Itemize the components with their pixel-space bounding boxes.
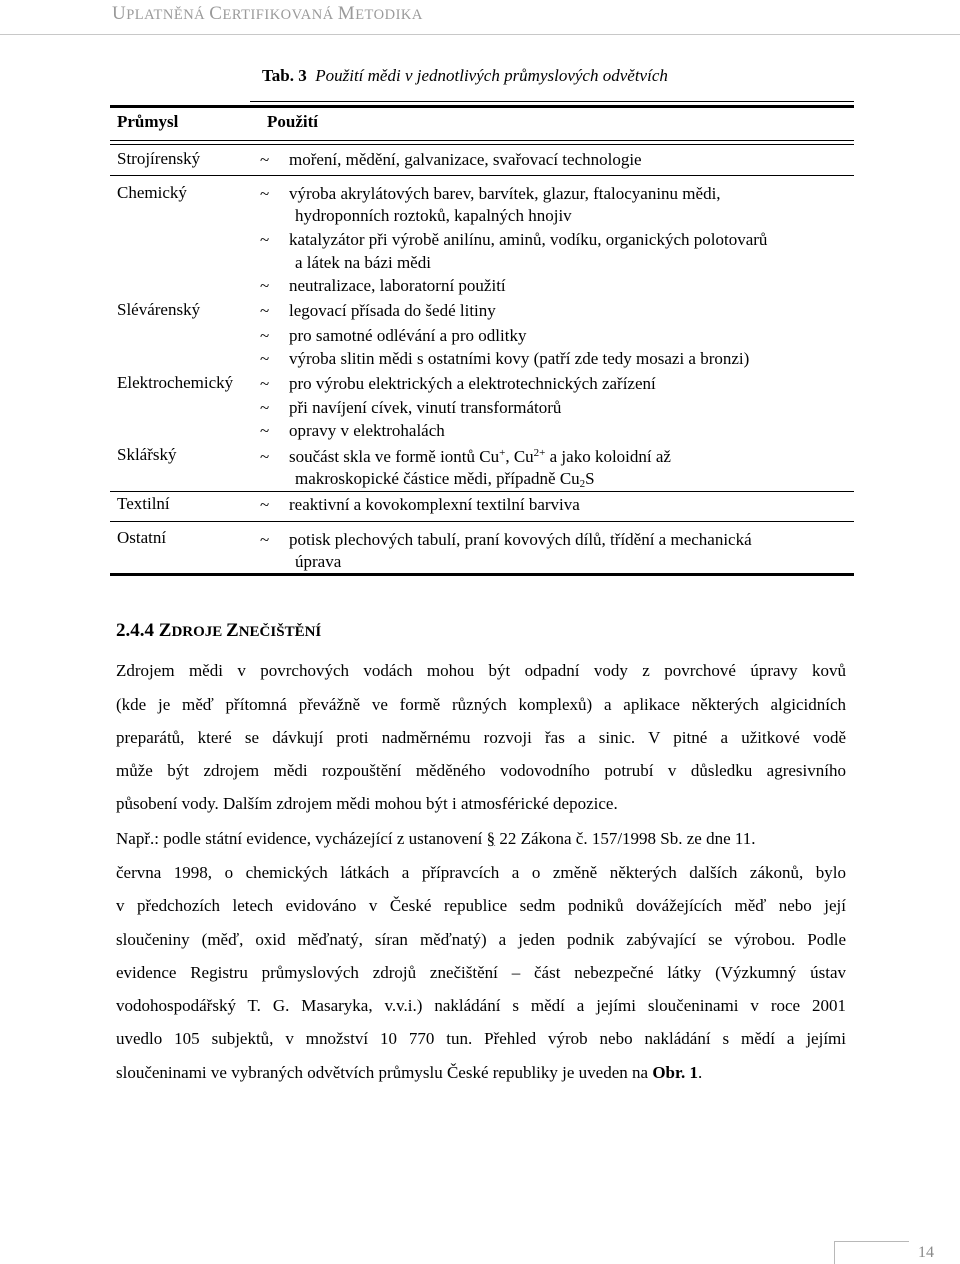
- header-industry: Průmysl: [117, 112, 179, 131]
- caption-text: Použití mědi v jednotlivých průmyslových odvětvích: [315, 66, 668, 85]
- table-caption: [262, 66, 668, 86]
- use-item-cont: makroskopické částice mědi, případně $Cu_2S$: [295, 469, 595, 490]
- paragraph-line: uvedlo 105 subjektů, v množství 10 770 tun. Přehled výrob nebo nakládání s mědí a jejími: [116, 1029, 846, 1048]
- law-reference: §: [486, 829, 496, 848]
- paragraph-line: působení vody. Dalším zdrojem mědi mohou být i atmosférické depozice.: [116, 794, 618, 813]
- page-number-frame: [834, 1241, 909, 1264]
- industry-slevarensky: Slévárenský: [117, 300, 201, 319]
- paragraph-line: (kde je měď přítomná převážně ve formě různých komplexů) a aplikace některých algicidních: [116, 695, 846, 714]
- industry-chemicky: Chemický: [117, 183, 187, 202]
- paragraph-line: sloučeninami ve vybraných odvětvích průmyslu České republiky je uveden na Obr. 1.: [116, 1063, 703, 1082]
- table-top-rule-inner: [250, 101, 854, 102]
- paragraph-line: června 1998, o chemických látkách a přípravcích a o změně některých dalších zákonů, bylo: [116, 863, 846, 882]
- row-rule: [110, 175, 854, 176]
- paragraph-line: může být zdrojem mědi rozpouštění měděného vodovodního potrubí v důsledku agresivního: [116, 761, 846, 780]
- figure-reference: Obr. 1: [652, 1063, 698, 1082]
- table-top-rule: [110, 105, 854, 108]
- header-rule-1: [110, 140, 854, 141]
- caption-label: Tab. 3: [262, 66, 307, 85]
- running-header: UPLATNĚNÁ CERTIFIKOVANÁ METODIKA: [112, 3, 423, 24]
- paragraph-line: evidence Registru průmyslových zdrojů znečištění – část nebezpečné látky (Výzkumný ústav: [116, 963, 846, 982]
- paragraph-line: vodohospodářský T. G. Masaryka, v.v.i.) nakládání s mědí a jejími sloučeninami v roce 2001: [116, 996, 846, 1015]
- use-item-cont: a látek na bázi mědi: [295, 253, 431, 272]
- table-bottom-rule: [110, 573, 854, 576]
- section-heading: 2.4.4 ZDROJE ZNEČIŠTĚNÍ: [116, 620, 322, 641]
- paragraph-line: Např.: podle státní evidence, vycházející z ustanovení § 22 Zákona č. 157/1998 Sb. ze dne 11.: [116, 829, 756, 848]
- paragraph-line: sloučeniny (měď, oxid měďnatý, síran měďnatý) a jeden podnik zabývající se výrobou. Podle: [116, 930, 846, 949]
- row-rule: [110, 491, 854, 492]
- row-rule: [110, 521, 854, 522]
- paragraph-line: v předchozích letech evidováno v České republice sedm podniků dovážejících měď nebo její: [116, 896, 846, 915]
- use-item-cont: úprava: [295, 552, 342, 571]
- header-use: Použití: [267, 112, 318, 131]
- industry-textilni: Textilní: [117, 494, 170, 513]
- page-number: 14: [918, 1244, 934, 1261]
- header-divider: [0, 34, 960, 35]
- industry-elektrochemicky: Elektrochemický: [117, 373, 234, 392]
- use-item-cont: hydroponních roztoků, kapalných hnojiv: [295, 206, 572, 225]
- copper-use-table: Průmysl Použití Strojírenský ~ moření, mědění, galvanizace, svařovací technologie Chemický ~ výroba akrylátových barev, barvítek, glazur, ftalocyaninu mědi, hydroponních roztoků, kapalných hnojiv ~ katalyzátor při výrobě anilínu, aminů, vodíku, organických polotovarů a látek na bázi mědi ~ neutralizace, laboratorní použití Slévárenský ~ legovací přísada do šedé litiny ~ pro samotné odlévání a pro odlitky ~ výroba slitin mědi s ostatními kovy (patří zde tedy mosazi a bronzi) Elektrochemický ~ pro výrobu elektrických a elektrotechnických zařízení ~ při navíjení cívek, vinutí transformátorů ~ opravy v elektrohalách Sklářský ~ součást skla ve formě iontů Cu+, $Cu^{2+}$ a jako koloidní až makroskopické částice mědi, případně $Cu_2S$ Textilní ~ reaktivní a kovokomplexní textilní barviva Ostatní ~ potisk plechových tabulí, praní kovových dílů, třídění a mechanická úprava: [110, 100, 854, 580]
- header-rule-2: [110, 144, 854, 145]
- industry-strojirensky: Strojírenský: [117, 149, 201, 168]
- paragraph-line: Zdrojem mědi v povrchových vodách mohou být odpadní vody z povrchové úpravy kovů: [116, 661, 846, 680]
- paragraph-line: preparátů, které se dávkují proti nadměrnému rozvoji řas a sinic. V pitné a užitkové vodě: [116, 728, 846, 747]
- industry-ostatni: Ostatní: [117, 528, 167, 547]
- industry-sklarsky: Sklářský: [117, 445, 177, 464]
